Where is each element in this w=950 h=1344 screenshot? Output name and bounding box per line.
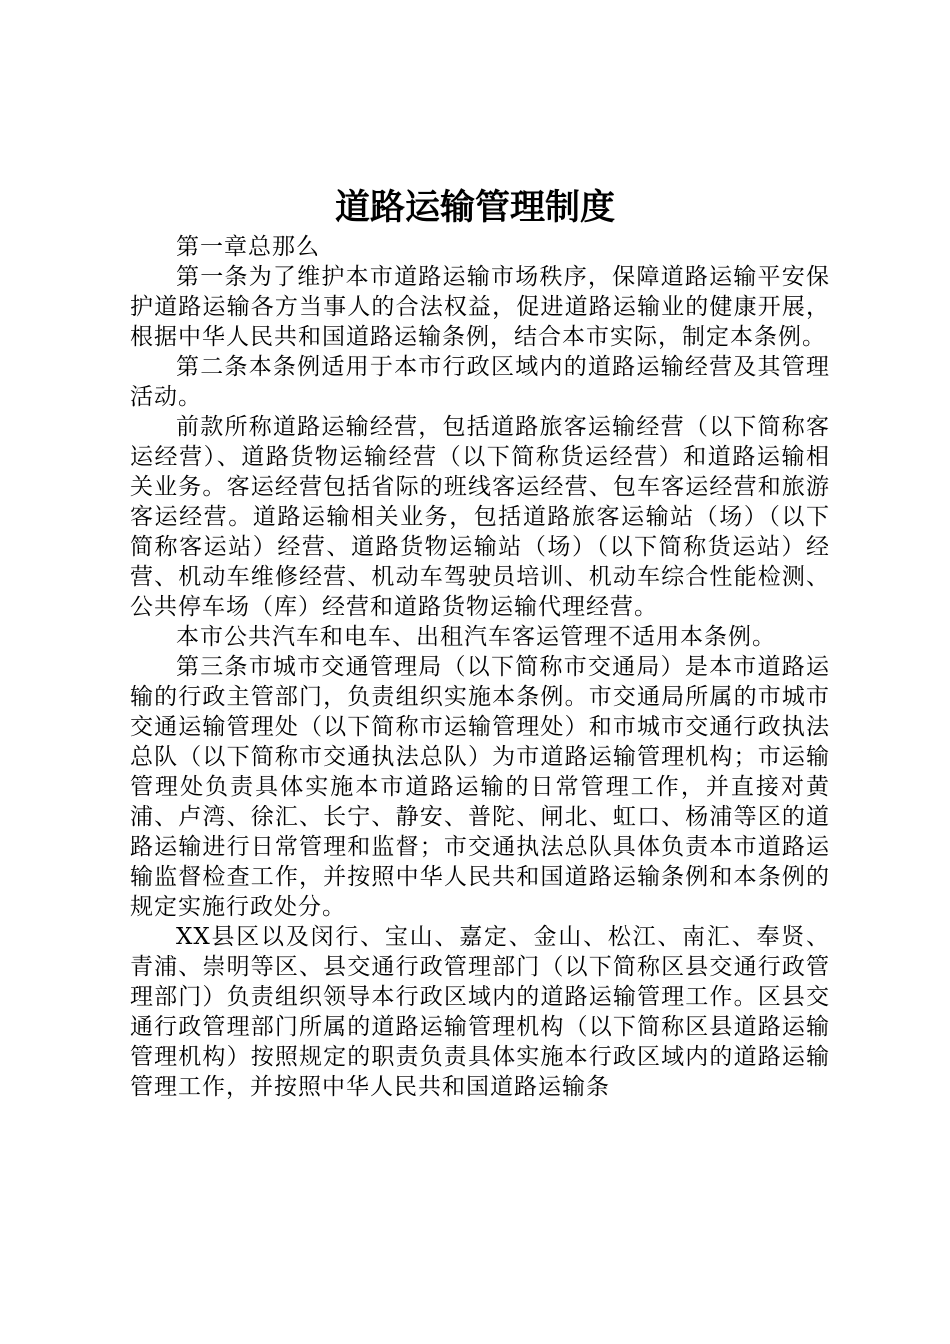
paragraph-article-2-scope: 前款所称道路运输经营，包括道路旅客运输经营（以下简称客运经营）、道路货物运输经营（以下简称货运经营）和道路运输相关业务。客运经营包括省际的班线客运经营、包车客运经营和旅游客运经营。道路运输相关业务，包括道路旅客运输站（场）（以下简称客运站）经营、道路货物运输站（场）（以下简称货运站）经营、机动车维修经营、机动车驾驶员培训、机动车综合性能检测、公共停车场（库）经营和道路货物运输代理经营。 <box>130 414 830 620</box>
paragraph-article-2-exclusion: 本市公共汽车和电车、出租汽车客运管理不适用本条例。 <box>176 624 776 650</box>
document-body <box>130 232 830 1102</box>
paragraph-article-2: 第二条本条例适用于本市行政区域内的道路运输经营及其管理活动。 <box>130 354 830 410</box>
paragraph-article-1: 第一条为了维护本市道路运输市场秩序，保障道路运输平安保护道路运输各方当事人的合法权益，促进道路运输业的健康开展，根据中华人民共和国道路运输条例，结合本市实际，制定本条例。 <box>130 264 830 350</box>
document-title: 道路运输管理制度 <box>334 187 615 228</box>
paragraph-article-3: 第三条市城市交通管理局（以下简称市交通局）是本市道路运输的行政主管部门，负责组织实施本条例。市交通局所属的市城市交通运输管理处（以下简称市运输管理处）和市城市交通行政执法总队（以下简称市交通执法总队）为市道路运输管理机构；市运输管理处负责具体实施本市道路运输的日常管理工作，并直接对黄浦、卢湾、徐汇、长宁、静安、普陀、闸北、虹口、杨浦等区的道路运输进行日常管理和监督；市交通执法总队具体负责本市道路运输监督检查工作，并按照中华人民共和国道路运输条例和本条例的规定实施行政处分。 <box>130 654 830 920</box>
paragraph-article-3-districts: XX县区以及闵行、宝山、嘉定、金山、松江、南汇、奉贤、青浦、崇明等区、县交通行政管理部门（以下简称区县交通行政管理部门）负责组织领导本行政区域内的道路运输管理工作。区县交通行政管理部门所属的道路运输管理机构（以下简称区县道路运输管理机构）按照规定的职责负责具体实施本行政区域内的道路运输管理工作，并按照中华人民共和国道路运输条 <box>130 924 830 1100</box>
paragraph-chapter-heading: 第一章总那么 <box>176 234 320 260</box>
